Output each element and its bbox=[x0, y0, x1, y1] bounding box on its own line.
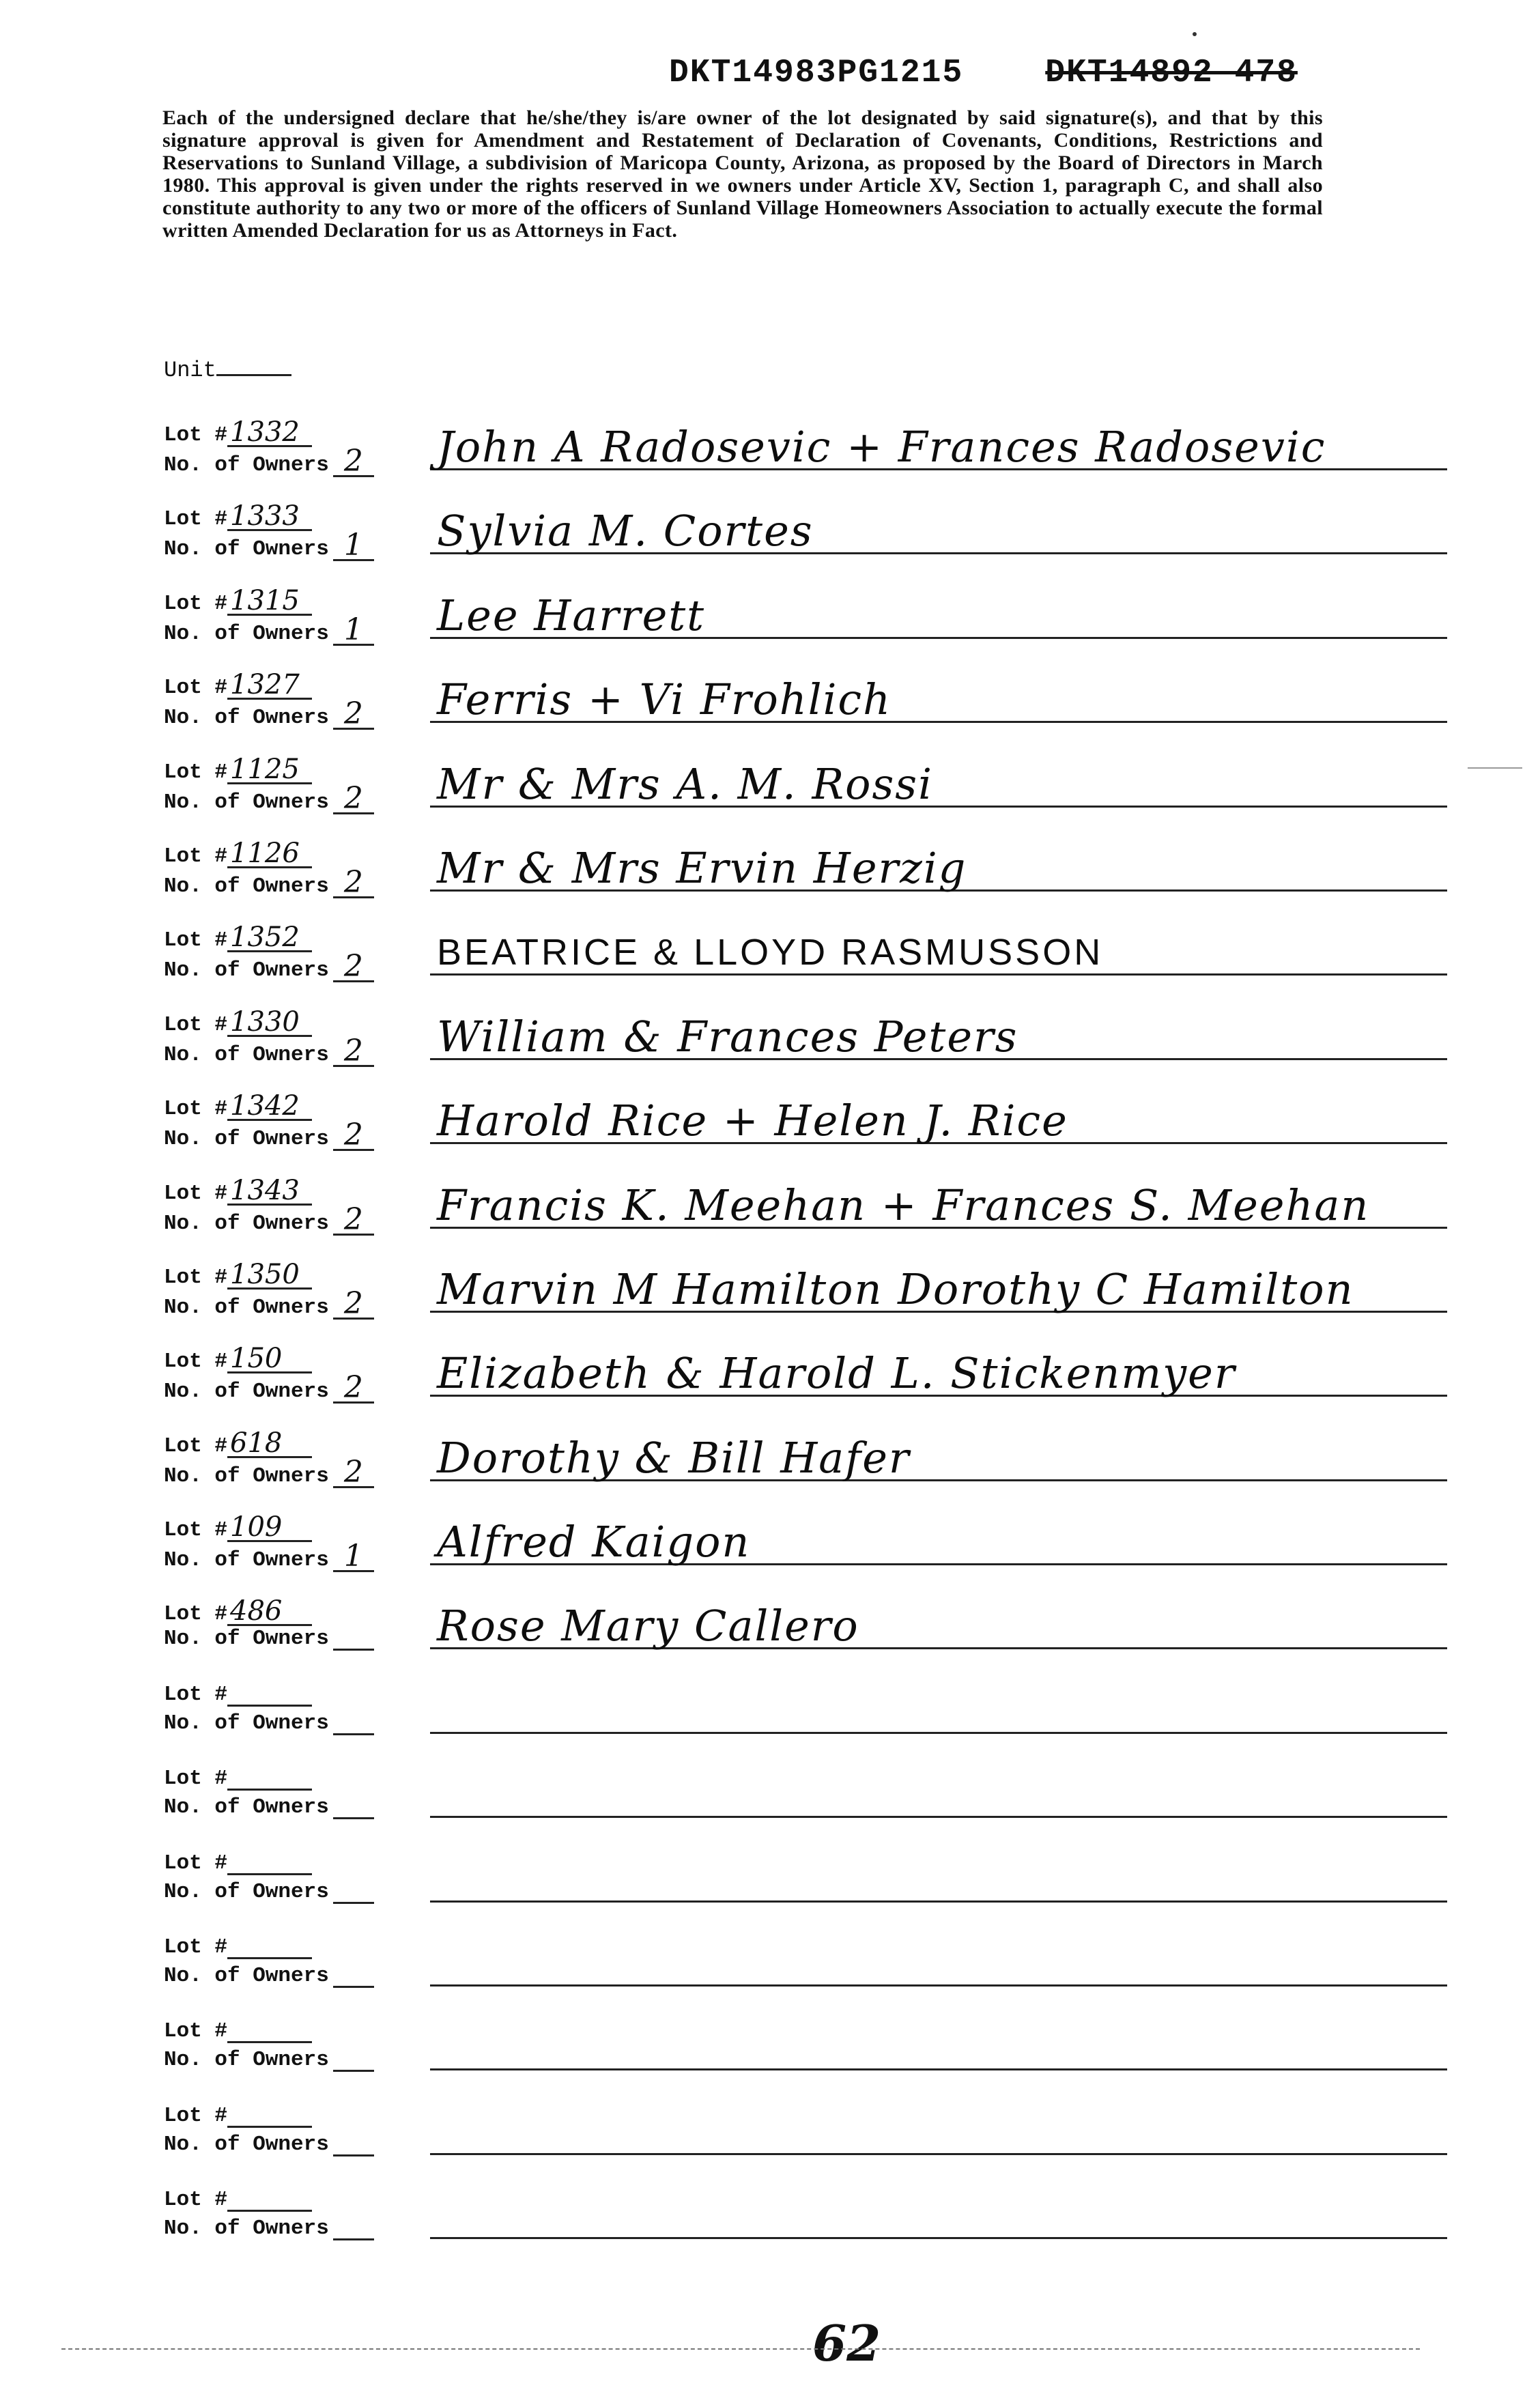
signature-field bbox=[410, 1926, 1447, 2010]
lot-labels bbox=[164, 1252, 410, 1336]
lot-number: 1332 bbox=[227, 419, 312, 447]
owners-count: 2 bbox=[333, 1038, 374, 1067]
owners-label: No. of Owners bbox=[164, 1127, 329, 1152]
scan-mark bbox=[1468, 765, 1522, 771]
owners-label: No. of Owners bbox=[164, 1879, 329, 1904]
owners-line bbox=[164, 1964, 374, 1988]
owners-label: No. of Owners bbox=[164, 1795, 329, 1820]
signature-field bbox=[410, 1673, 1447, 1757]
scan-speck bbox=[1188, 27, 1201, 41]
owners-label: No. of Owners bbox=[164, 2048, 329, 2073]
lot-number-line bbox=[164, 416, 312, 448]
signature-field bbox=[410, 494, 1447, 578]
footer-divider bbox=[61, 2348, 1420, 2350]
lot-row bbox=[164, 747, 1447, 831]
lot-number-line bbox=[164, 1935, 312, 1959]
owner-signature: BEATRICE & LLOYD RASMUSSON bbox=[437, 932, 1104, 973]
lot-number: 1352 bbox=[227, 924, 312, 952]
lot-row bbox=[164, 578, 1447, 662]
owners-count: 2 bbox=[333, 1206, 374, 1236]
signature-line bbox=[430, 1732, 1447, 1734]
signature-field bbox=[410, 999, 1447, 1083]
lot-row bbox=[164, 1842, 1447, 1926]
owners-label: No. of Owners bbox=[164, 2132, 329, 2156]
owners-count: 2 bbox=[333, 448, 374, 477]
lot-row bbox=[164, 1336, 1447, 1420]
lot-labels bbox=[164, 1083, 410, 1167]
unit-label: Unit bbox=[164, 358, 216, 383]
signature-field bbox=[410, 1757, 1447, 1841]
owners-label: No. of Owners bbox=[164, 1548, 329, 1573]
owners-count: 1 bbox=[333, 616, 374, 646]
lot-labels bbox=[164, 2178, 410, 2262]
lot-row bbox=[164, 494, 1447, 578]
lot-labels bbox=[164, 1168, 410, 1252]
signature-line bbox=[430, 2068, 1447, 2070]
owner-signature: Rose Mary Callero bbox=[437, 1601, 859, 1651]
lot-label: Lot # bbox=[164, 1682, 228, 1707]
owners-line bbox=[164, 2048, 374, 2072]
owner-signature: Mr & Mrs Ervin Herzig bbox=[437, 842, 967, 893]
owners-count: 1 bbox=[333, 532, 374, 561]
signature-field bbox=[410, 1421, 1447, 1505]
signature-line bbox=[430, 2237, 1447, 2239]
owners-count: 2 bbox=[333, 785, 374, 814]
signature-field bbox=[410, 1505, 1447, 1589]
lot-number-line bbox=[164, 1427, 312, 1459]
lot-number: 1315 bbox=[227, 588, 312, 616]
owners-count: 2 bbox=[333, 700, 374, 730]
owners-label: No. of Owners bbox=[164, 706, 329, 730]
lot-labels bbox=[164, 2094, 410, 2178]
lot-number: 1126 bbox=[227, 840, 312, 868]
page-number: 62 bbox=[812, 2314, 881, 2372]
lot-number-line bbox=[164, 2188, 312, 2212]
lot-row bbox=[164, 1083, 1447, 1167]
lot-number: 1342 bbox=[227, 1093, 312, 1121]
lot-labels bbox=[164, 1421, 410, 1505]
lot-label: Lot # bbox=[164, 1935, 228, 1960]
lot-row bbox=[164, 1252, 1447, 1336]
owners-count: 2 bbox=[333, 953, 374, 982]
lot-row bbox=[164, 2094, 1447, 2178]
lot-row bbox=[164, 1505, 1447, 1589]
owners-count: 2 bbox=[333, 1374, 374, 1404]
signature-field bbox=[410, 747, 1447, 831]
owners-line bbox=[164, 1711, 374, 1735]
owners-count: 2 bbox=[333, 1122, 374, 1151]
owners-label: No. of Owners bbox=[164, 1380, 329, 1404]
lot-number-line bbox=[164, 753, 312, 785]
lot-number: 1333 bbox=[227, 503, 312, 531]
lot-number: 109 bbox=[227, 1514, 312, 1542]
lot-label: Lot # bbox=[164, 2188, 228, 2212]
lot-labels bbox=[164, 1926, 410, 2010]
owner-signature: Marvin M Hamilton Dorothy C Hamilton bbox=[437, 1264, 1354, 1314]
owners-label: No. of Owners bbox=[164, 1964, 329, 1989]
owners-line bbox=[164, 2217, 374, 2240]
owner-signature: Lee Harrett bbox=[437, 590, 706, 640]
owners-label: No. of Owners bbox=[164, 537, 329, 562]
lot-number: 486 bbox=[227, 1598, 312, 1626]
lot-number-line bbox=[164, 1595, 312, 1627]
owners-label: No. of Owners bbox=[164, 1042, 329, 1067]
lot-row bbox=[164, 999, 1447, 1083]
lot-number-line bbox=[164, 1343, 312, 1375]
signature-field bbox=[410, 2094, 1447, 2178]
lot-labels bbox=[164, 915, 410, 999]
lot-number: 1330 bbox=[227, 1009, 312, 1037]
lot-row bbox=[164, 410, 1447, 494]
owners-label: No. of Owners bbox=[164, 1711, 329, 1735]
lot-number: 1125 bbox=[227, 756, 312, 784]
lot-labels bbox=[164, 410, 410, 494]
signature-field bbox=[410, 1336, 1447, 1420]
signature-field bbox=[410, 410, 1447, 494]
signature-field bbox=[410, 578, 1447, 662]
owners-line bbox=[164, 1033, 374, 1068]
lot-label: Lot # bbox=[164, 1350, 228, 1374]
owners-line bbox=[164, 2133, 374, 2156]
owners-label: No. of Owners bbox=[164, 2217, 329, 2241]
lot-labels bbox=[164, 1673, 410, 1757]
lot-number-line bbox=[164, 1511, 312, 1543]
owner-signature: John A Radosevic + Frances Radosevic bbox=[437, 422, 1326, 472]
lot-number-line bbox=[164, 1174, 312, 1206]
docket-number-stamp: DKT14983PG1215 bbox=[669, 55, 964, 91]
signature-field bbox=[410, 1589, 1447, 1672]
lot-labels bbox=[164, 1842, 410, 1926]
owners-line bbox=[164, 696, 374, 732]
lot-row bbox=[164, 915, 1447, 999]
lot-row bbox=[164, 1589, 1447, 1672]
owners-count bbox=[333, 2070, 374, 2072]
owners-count: 2 bbox=[333, 869, 374, 898]
lot-number-line bbox=[164, 1683, 312, 1707]
owner-signature: Mr & Mrs A. M. Rossi bbox=[437, 758, 933, 809]
owners-line bbox=[164, 1539, 374, 1574]
owners-count bbox=[333, 1986, 374, 1988]
declaration-paragraph: Each of the undersigned declare that he/she/they is/are owner of the lot designated by said signature(s), and that by this signature approval is given for Amendment and Restatement of Declaration of Covenants, Conditions, Restrictions and Reservations to Sunland Village, a subdivision of Maricopa County, Arizona, as proposed by the Board of Directors in March 1980. This approval is given under the rights reserved in we owners under Article XV, Section 1, paragraph C, and shall also constitute authority to any two or more of the officers of Sunland Village Homeowners Association to actually execute the formal written Amended Declaration for us as Attorneys in Fact. bbox=[162, 106, 1323, 242]
lot-number bbox=[227, 1873, 312, 1875]
signature-field bbox=[410, 1842, 1447, 1926]
lot-number-line bbox=[164, 924, 312, 952]
unit-value bbox=[216, 355, 291, 376]
owners-line bbox=[164, 1454, 374, 1490]
owners-line bbox=[164, 864, 374, 900]
owners-line bbox=[164, 780, 374, 816]
owners-line bbox=[164, 949, 374, 984]
owners-line bbox=[164, 1117, 374, 1153]
owner-signature: Harold Rice + Helen J. Rice bbox=[437, 1096, 1068, 1146]
lot-label: Lot # bbox=[164, 1602, 228, 1627]
owners-line bbox=[164, 1201, 374, 1237]
owners-label: No. of Owners bbox=[164, 874, 329, 898]
owner-signature: Sylvia M. Cortes bbox=[437, 506, 814, 556]
lot-label: Lot # bbox=[164, 423, 228, 447]
lot-number-line bbox=[164, 584, 312, 616]
docket-stamps bbox=[669, 55, 1298, 91]
owners-line bbox=[164, 1880, 374, 1904]
lot-labels bbox=[164, 578, 410, 662]
lot-labels bbox=[164, 747, 410, 831]
signature-field bbox=[410, 1252, 1447, 1336]
lot-number-line bbox=[164, 1851, 312, 1875]
signature-line bbox=[430, 1900, 1447, 1903]
lot-label: Lot # bbox=[164, 1265, 228, 1290]
signature-line bbox=[430, 1984, 1447, 1987]
owner-signature: William & Frances Peters bbox=[437, 1011, 1018, 1062]
lot-label: Lot # bbox=[164, 676, 228, 700]
signature-field bbox=[410, 2010, 1447, 2094]
lot-row bbox=[164, 2178, 1447, 2262]
lot-number bbox=[227, 2041, 312, 2043]
lot-labels bbox=[164, 1505, 410, 1589]
lot-row bbox=[164, 1926, 1447, 2010]
lot-labels bbox=[164, 2010, 410, 2094]
lot-number: 150 bbox=[227, 1346, 312, 1373]
owners-count bbox=[333, 2154, 374, 2156]
signature-line bbox=[430, 973, 1447, 976]
lot-label: Lot # bbox=[164, 844, 228, 868]
lot-label: Lot # bbox=[164, 928, 228, 953]
lot-label: Lot # bbox=[164, 1434, 228, 1458]
lot-labels bbox=[164, 1589, 410, 1672]
owners-label: No. of Owners bbox=[164, 1295, 329, 1320]
lot-number-line bbox=[164, 500, 312, 532]
lot-number: 1343 bbox=[227, 1178, 312, 1206]
signature-field bbox=[410, 831, 1447, 915]
lot-number: 1327 bbox=[227, 672, 312, 700]
lot-label: Lot # bbox=[164, 1097, 228, 1122]
struck-docket-stamp: DKT14892 478 bbox=[1045, 55, 1298, 91]
signature-line bbox=[430, 2153, 1447, 2155]
owners-count: 2 bbox=[333, 1459, 374, 1488]
owner-signature: Elizabeth & Harold L. Stickenmyer bbox=[437, 1348, 1236, 1399]
signature-field bbox=[410, 915, 1447, 999]
signature-field bbox=[410, 662, 1447, 746]
lot-row bbox=[164, 662, 1447, 746]
lot-labels bbox=[164, 662, 410, 746]
lot-label: Lot # bbox=[164, 1012, 228, 1037]
signature-line bbox=[430, 1816, 1447, 1818]
owners-count: 2 bbox=[333, 1290, 374, 1320]
lot-label: Lot # bbox=[164, 1518, 228, 1543]
owners-line bbox=[164, 612, 374, 647]
lot-label: Lot # bbox=[164, 591, 228, 616]
owners-line bbox=[164, 1627, 374, 1651]
lot-label: Lot # bbox=[164, 1767, 228, 1791]
owners-count bbox=[333, 1902, 374, 1904]
lot-labels bbox=[164, 1336, 410, 1420]
lot-number: 1350 bbox=[227, 1262, 312, 1290]
lot-number bbox=[227, 1789, 312, 1791]
owners-count bbox=[333, 2238, 374, 2240]
owners-line bbox=[164, 1795, 374, 1819]
owner-signature: Dorothy & Bill Hafer bbox=[437, 1432, 911, 1483]
lot-number bbox=[227, 1705, 312, 1707]
lot-number: 618 bbox=[227, 1430, 312, 1458]
lot-row bbox=[164, 2010, 1447, 2094]
lot-number-line bbox=[164, 1006, 312, 1038]
owners-label: No. of Owners bbox=[164, 621, 329, 646]
lot-number bbox=[227, 2126, 312, 2128]
lot-labels bbox=[164, 1757, 410, 1841]
lot-number bbox=[227, 2210, 312, 2212]
owners-line bbox=[164, 1285, 374, 1321]
lot-labels bbox=[164, 831, 410, 915]
lot-number-line bbox=[164, 1767, 312, 1791]
lot-label: Lot # bbox=[164, 2103, 228, 2128]
unit-field bbox=[164, 355, 291, 383]
owner-signature: Francis K. Meehan + Frances S. Meehan bbox=[437, 1180, 1370, 1230]
lot-number-line bbox=[164, 2104, 312, 2128]
lot-number-line bbox=[164, 1258, 312, 1290]
lot-row bbox=[164, 831, 1447, 915]
lot-number-line bbox=[164, 1090, 312, 1122]
signature-field bbox=[410, 1083, 1447, 1167]
owners-label: No. of Owners bbox=[164, 1211, 329, 1236]
owners-line bbox=[164, 1370, 374, 1406]
lot-number-line bbox=[164, 2019, 312, 2043]
owner-signature: Alfred Kaigon bbox=[437, 1517, 751, 1567]
lot-label: Lot # bbox=[164, 1851, 228, 1875]
lot-labels bbox=[164, 999, 410, 1083]
owners-label: No. of Owners bbox=[164, 958, 329, 983]
lot-label: Lot # bbox=[164, 760, 228, 784]
lot-label: Lot # bbox=[164, 1181, 228, 1206]
owners-line bbox=[164, 528, 374, 563]
owners-label: No. of Owners bbox=[164, 790, 329, 814]
lot-number-line bbox=[164, 837, 312, 869]
owners-line bbox=[164, 444, 374, 479]
signature-field bbox=[410, 2178, 1447, 2262]
lot-label: Lot # bbox=[164, 2019, 228, 2044]
lot-labels bbox=[164, 494, 410, 578]
owners-count bbox=[333, 1733, 374, 1735]
lot-row bbox=[164, 1673, 1447, 1757]
owners-count bbox=[333, 1817, 374, 1819]
owners-label: No. of Owners bbox=[164, 1627, 329, 1651]
owner-signature: Ferris + Vi Frohlich bbox=[437, 674, 892, 725]
owners-count: 1 bbox=[333, 1543, 374, 1572]
lot-row bbox=[164, 1421, 1447, 1505]
lot-number bbox=[227, 1957, 312, 1959]
owners-label: No. of Owners bbox=[164, 453, 329, 477]
lot-label: Lot # bbox=[164, 507, 228, 532]
lot-number-line bbox=[164, 669, 312, 701]
signature-field bbox=[410, 1168, 1447, 1252]
lot-row bbox=[164, 1168, 1447, 1252]
owners-count bbox=[333, 1649, 374, 1651]
lot-row bbox=[164, 1757, 1447, 1841]
lot-signature-list bbox=[164, 410, 1447, 2263]
owners-label: No. of Owners bbox=[164, 1464, 329, 1488]
